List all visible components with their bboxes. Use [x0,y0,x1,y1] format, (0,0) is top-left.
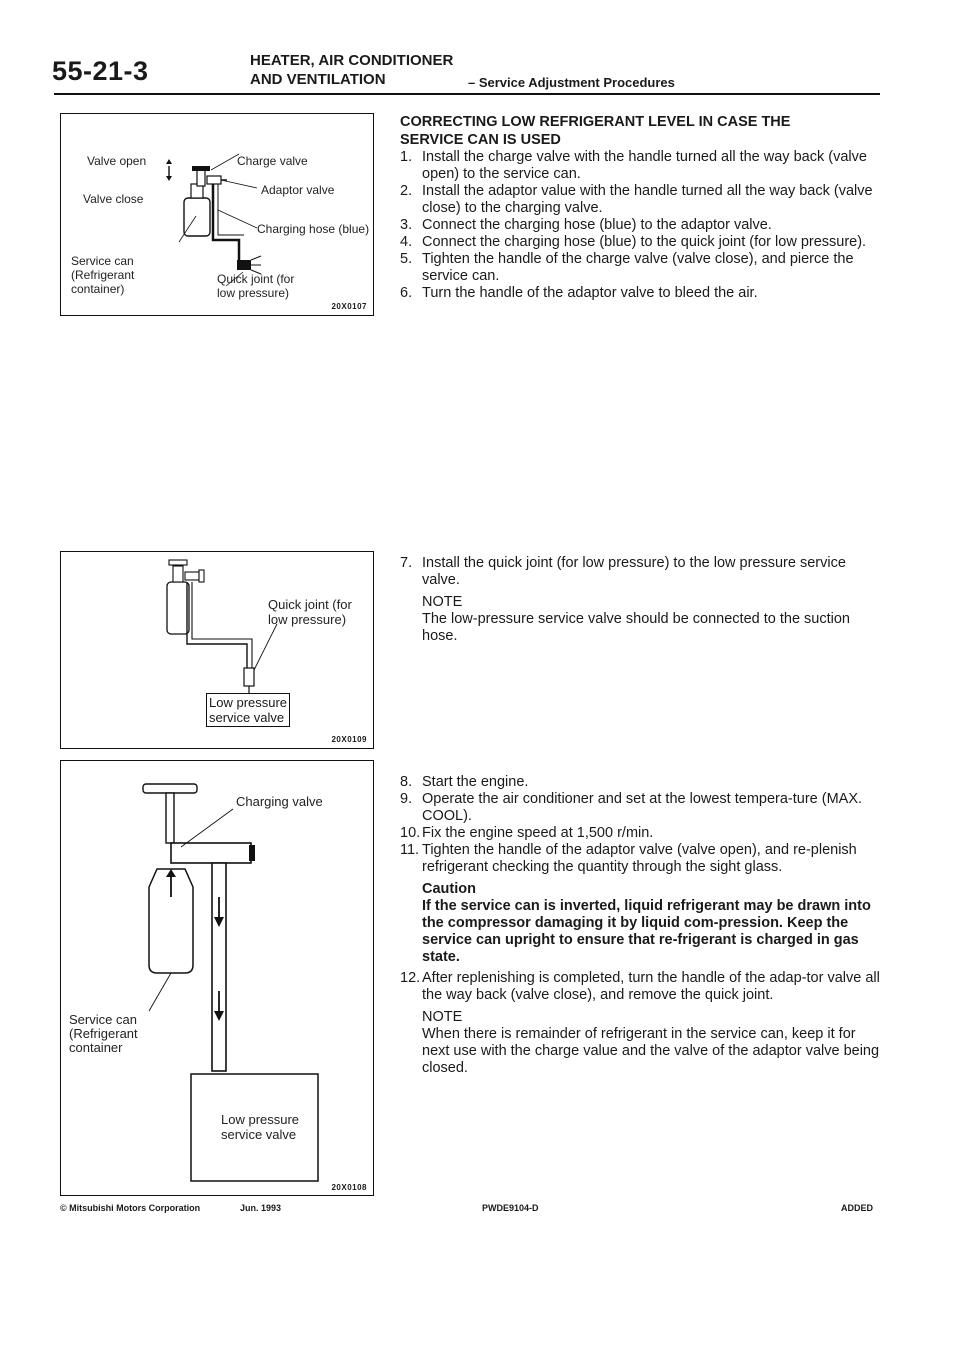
step-item [400,791,880,825]
step-item [400,970,880,1004]
chapter-title-line2: AND VENTILATION [250,71,386,88]
step-item [400,842,880,876]
caution-label: Caution [422,881,476,897]
footer-date: Jun. 1993 [240,1203,282,1213]
footer-copyright: © Mitsubishi Motors Corporation [60,1203,201,1213]
label-charge-valve: Charge valve [237,154,308,168]
label-charging-hose: Charging hose (blue) [257,222,370,236]
section-3-steps-a [400,774,880,876]
header-rule [54,93,880,95]
step-number: 11. [400,842,420,858]
label-service-can-1: Service can [69,1012,137,1027]
section-2-text [400,555,880,645]
label-quick-joint-2: low pressure) [268,612,347,627]
section-3-steps-b [400,970,880,1004]
step-text: Connect the charging hose (blue) to the quick joint (for low pressure). [422,234,867,250]
figure-charging-procedure [60,760,374,1196]
step-number: 8. [400,774,413,790]
caution-text: If the service can is inverted, liquid refrigerant may be drawn into the compressor damaging it by liquid com-pression. Keep the service can upright to ensure that re-frigerant is charged in gas state. [422,898,871,965]
step-item [400,285,880,302]
step-item [400,825,880,842]
step-text: Turn the handle of the adaptor valve to bleed the air. [422,285,758,301]
section-1-heading-line2: SERVICE CAN IS USED [400,132,561,148]
section-title: – Service Adjustment Procedures [468,75,675,90]
figure-quick-joint-connection [60,551,374,749]
section-3-note-label: NOTE [422,1009,463,1025]
section-1-heading-line1: CORRECTING LOW REFRIGERANT LEVEL IN CASE THE [400,114,791,130]
charging-diagram [61,761,375,1197]
step-number: 2. [400,183,413,199]
lp-valve-line2: service valve [209,710,285,725]
label-quick-joint-1: Quick joint (for [217,272,295,286]
label-service-can-3: container [69,1040,123,1055]
label-quick-joint-2: low pressure) [217,286,290,300]
step-text: Fix the engine speed at 1,500 r/min. [422,825,654,841]
step-number: 12. [400,970,421,986]
section-1-text [400,113,880,302]
step-text: After replenishing is completed, turn the handle of the adap-tor valve all the way back (valve close), and remove the quick joint. [422,970,880,1003]
step-text: Tighten the handle of the adaptor valve (valve open), and re-plenish refrigerant checking the quantity through the sight glass. [422,842,857,875]
label-charging-valve: Charging valve [236,794,323,809]
step-item [400,149,880,183]
step-item [400,774,880,791]
figure-charge-valve-setup [60,113,374,316]
step-text: Tighten the handle of the charge valve (valve close), and pierce the service can. [422,251,854,284]
page-number: 55-21-3 [52,56,149,86]
step-number: 1. [400,149,413,165]
lp-valve-line1: Low pressure [209,695,288,710]
step-text: Install the quick joint (for low pressure) to the low pressure service valve. [422,555,846,588]
label-adaptor-valve: Adaptor valve [261,183,335,197]
section-1-steps [400,149,880,302]
label-service-can-2: (Refrigerant [69,1026,138,1041]
chapter-title-line1: HEATER, AIR CONDITIONER [250,52,454,69]
label-quick-joint-1: Quick joint (for [268,597,352,612]
step-number: 6. [400,285,413,301]
step-number: 3. [400,217,413,233]
label-valve-open: Valve open [87,154,147,168]
step-number: 4. [400,234,413,250]
label-valve-close: Valve close [83,192,144,206]
step-item [400,183,880,217]
section-2-note-label: NOTE [422,594,463,610]
label-service-can-2: (Refrigerant [71,268,135,282]
section-3-text [400,774,880,1077]
step-item [400,217,880,234]
step-number: 5. [400,251,413,267]
footer-doc-code: PWDE9104-D [482,1203,539,1213]
step-number: 7. [400,555,413,571]
figure-code: 20X0109 [331,735,367,744]
step-text: Start the engine. [422,774,529,790]
label-lp-valve-2: service valve [221,1127,297,1142]
section-2-note-text: The low-pressure service valve should be connected to the suction hose. [422,611,850,644]
figure-code: 20X0107 [331,302,367,311]
step-text: Operate the air conditioner and set at the lowest tempera-ture (MAX. COOL). [422,791,863,824]
footer-status: ADDED [841,1203,874,1213]
section-2-steps [400,555,880,589]
step-text: Install the adaptor value with the handle turned all the way back (valve close) to the charging valve. [422,183,873,216]
label-service-can-1: Service can [71,254,134,268]
step-item [400,234,880,251]
step-text: Connect the charging hose (blue) to the adaptor valve. [422,217,772,233]
label-low-pressure-service-valve [206,693,290,727]
section-3-note-text: When there is remainder of refrigerant in the service can, keep it for next use with the charge value and the valve of the adaptor valve being closed. [422,1026,880,1076]
label-lp-valve-1: Low pressure [221,1112,300,1127]
step-number: 10. [400,825,421,841]
step-item [400,251,880,285]
figure-code: 20X0108 [331,1183,367,1192]
label-service-can-3: container) [71,282,125,296]
step-text: Install the charge valve with the handle turned all the way back (valve open) to the service can. [422,149,867,182]
step-item [400,555,880,589]
step-number: 9. [400,791,413,807]
